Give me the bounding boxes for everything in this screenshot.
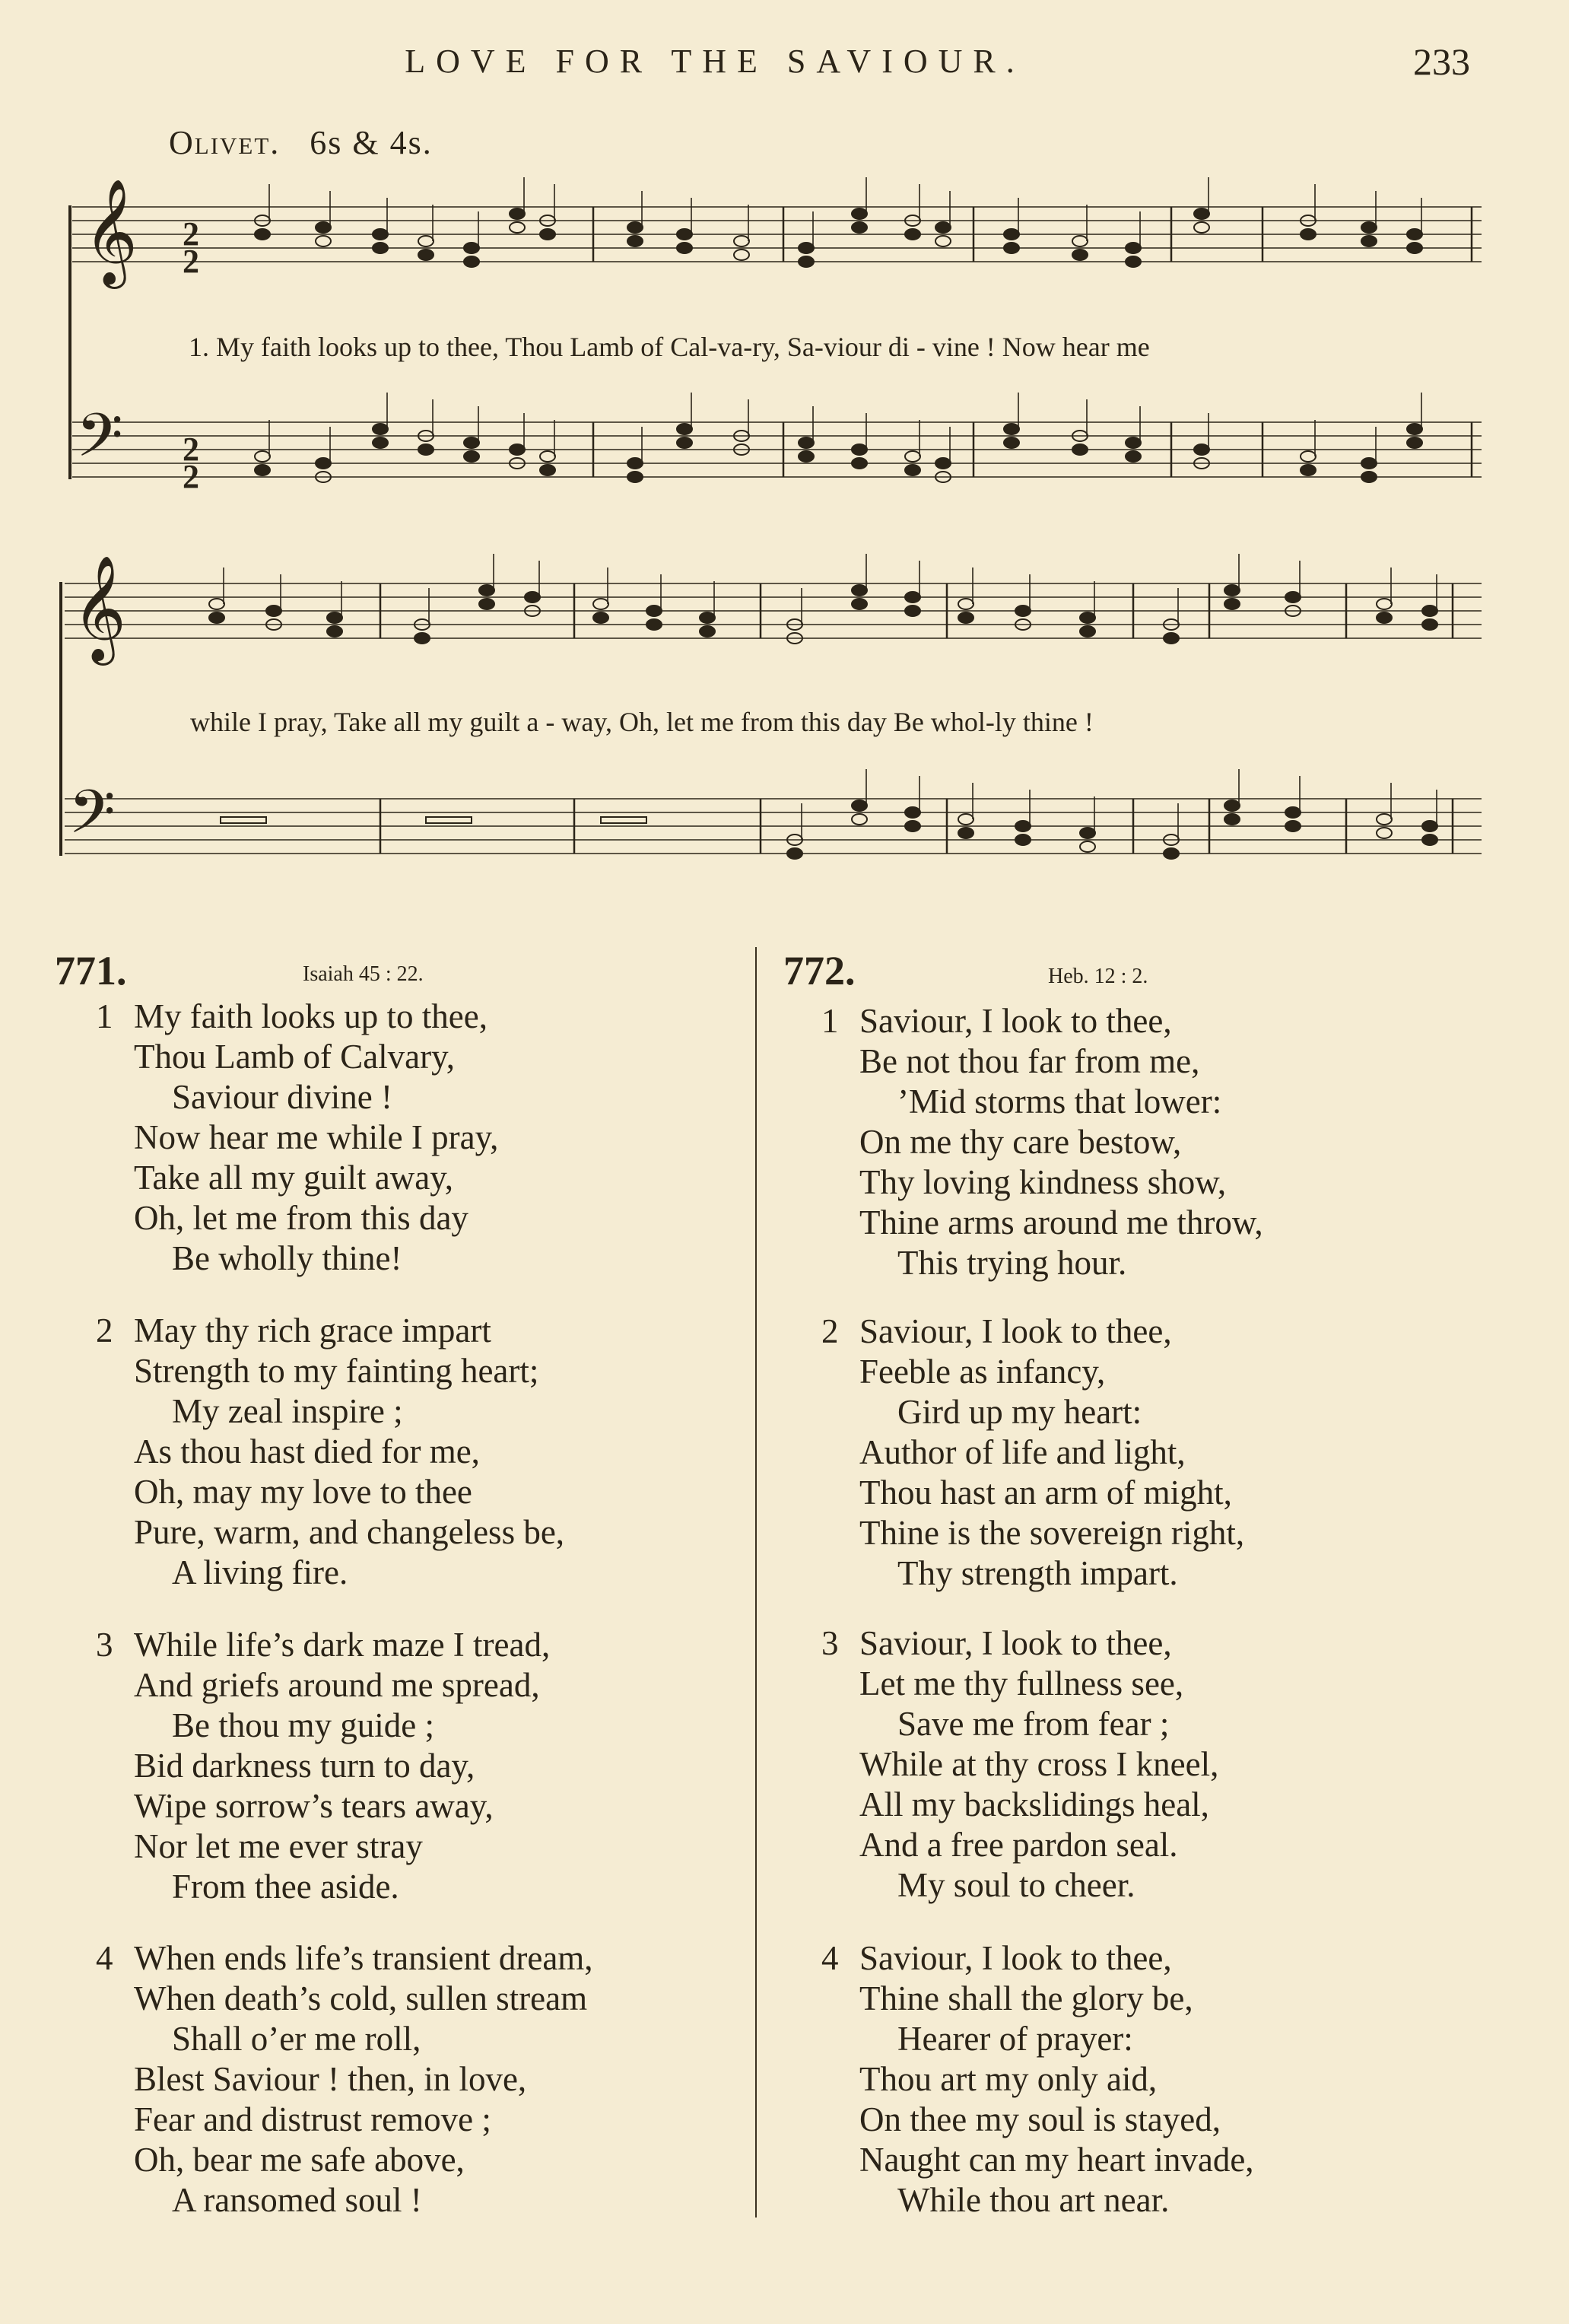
verse-line: ’Mid storms that lower:	[897, 1083, 1222, 1121]
treble-clef-icon: 𝄞	[84, 179, 138, 285]
note-head	[255, 229, 270, 240]
note-head	[1377, 599, 1392, 609]
note-head	[316, 236, 331, 246]
verse-line: This trying hour.	[897, 1244, 1127, 1282]
note-head	[373, 243, 388, 253]
tune-name: Olivet.	[169, 124, 281, 161]
time-signature: 2	[183, 215, 199, 253]
verse-number: 2	[821, 1312, 839, 1350]
note-head	[1224, 800, 1240, 811]
note-head	[464, 256, 479, 267]
note-head	[646, 606, 662, 616]
note-head	[316, 458, 331, 469]
note-head	[266, 606, 281, 616]
note-head	[1004, 437, 1019, 448]
note-head	[525, 592, 540, 602]
time-signature: 2	[183, 431, 199, 468]
note-head	[677, 243, 692, 253]
verse-line: Naught can my heart invade,	[859, 2141, 1254, 2179]
note-head	[1015, 835, 1031, 845]
note-head	[958, 828, 973, 838]
verse-line: On me thy care bestow,	[859, 1123, 1182, 1161]
verse-line: Be not thou far from me,	[859, 1042, 1200, 1080]
note-head	[255, 465, 270, 475]
note-head	[1361, 236, 1377, 246]
note-head	[958, 599, 973, 609]
note-head	[700, 626, 715, 637]
note-head	[1422, 821, 1437, 831]
note-head	[1126, 437, 1141, 448]
note-head	[677, 229, 692, 240]
note-head	[373, 437, 388, 448]
note-head	[1301, 229, 1316, 240]
verse-line: And a free pardon seal.	[859, 1826, 1178, 1864]
note-head	[905, 451, 920, 462]
note-head	[1224, 814, 1240, 825]
note-head	[905, 821, 920, 831]
note-head	[905, 592, 920, 602]
note-head	[677, 437, 692, 448]
note-head	[1422, 606, 1437, 616]
hymn-772-stanza-3	[821, 1623, 1219, 1906]
note-head	[255, 451, 270, 462]
note-head	[627, 236, 643, 246]
hymn-771-stanza-4	[96, 1938, 593, 2221]
note-head	[799, 437, 814, 448]
note-head	[464, 243, 479, 253]
verse-line: Thou art my only aid,	[859, 2060, 1158, 2098]
note-head	[734, 250, 749, 260]
note-head	[1080, 612, 1095, 623]
note-head	[1301, 465, 1316, 475]
verse-line: My faith looks up to thee,	[134, 997, 488, 1035]
verse-line: From thee aside.	[172, 1868, 399, 1906]
verse-line: My zeal inspire ;	[172, 1392, 403, 1430]
note-head	[414, 633, 430, 644]
verse-line: Thy strength impart.	[897, 1554, 1178, 1592]
verse-line: Thine is the sovereign right,	[859, 1514, 1245, 1552]
verse-line: Thine shall the glory be,	[859, 1979, 1193, 2017]
verse-number: 4	[96, 1939, 113, 1977]
hymn-772-stanza-2	[821, 1311, 1245, 1594]
note-head	[935, 222, 951, 233]
verse-line: Oh, may my love to thee	[134, 1473, 472, 1511]
verse-line: My soul to cheer.	[897, 1866, 1135, 1904]
note-head	[627, 458, 643, 469]
music-score	[0, 0, 1569, 913]
note-head	[1126, 256, 1141, 267]
note-head	[1224, 599, 1240, 609]
verse-number: 4	[821, 1939, 839, 1977]
note-head	[1361, 458, 1377, 469]
note-head	[479, 599, 494, 609]
verse-line: Pure, warm, and changeless be,	[134, 1513, 565, 1551]
hymn-771-reference: Isaiah 45 : 22.	[303, 962, 424, 986]
treble-clef-icon: 𝄞	[72, 555, 126, 661]
note-head	[787, 848, 802, 859]
verse-line: Strength to my fainting heart;	[134, 1352, 539, 1390]
note-head	[734, 236, 749, 246]
note-head	[1407, 229, 1422, 240]
note-head	[1301, 451, 1316, 462]
verse-number: 1	[821, 1002, 839, 1040]
note-head	[852, 800, 867, 811]
note-head	[852, 585, 867, 596]
note-head	[1126, 451, 1141, 462]
verse-line: All my backslidings heal,	[859, 1785, 1209, 1823]
tune-meter: 6s & 4s.	[310, 124, 433, 161]
note-head	[1377, 814, 1392, 825]
note-head	[1361, 472, 1377, 482]
verse-line: When death’s cold, sullen stream	[134, 1979, 588, 2017]
note-head	[418, 236, 434, 246]
note-head	[627, 222, 643, 233]
note-head	[1126, 243, 1141, 253]
note-head	[1361, 222, 1377, 233]
note-head	[1285, 821, 1301, 831]
note-head	[935, 236, 951, 246]
note-head	[593, 599, 608, 609]
page-number: 233	[1413, 40, 1470, 83]
verse-line: Saviour divine !	[172, 1078, 392, 1116]
verse-line: Hearer of prayer:	[897, 2020, 1133, 2058]
note-head	[958, 612, 973, 623]
system1-lyrics: 1. My faith looks up to thee, Thou Lamb of Cal-va-ry, Sa-viour di - vine ! Now hear me	[189, 332, 1150, 362]
verse-number: 2	[96, 1311, 113, 1350]
time-signature: 2	[183, 458, 199, 495]
verse-line: Saviour, I look to thee,	[859, 1312, 1172, 1350]
time-signature: 2	[183, 243, 199, 280]
note-head	[852, 814, 867, 825]
note-head	[958, 814, 973, 825]
note-head	[1004, 229, 1019, 240]
note-head	[905, 807, 920, 818]
note-head	[510, 208, 525, 219]
note-head	[1422, 835, 1437, 845]
note-head	[209, 612, 224, 623]
note-head	[540, 465, 555, 475]
verse-line: Bid darkness turn to day,	[134, 1747, 475, 1785]
note-head	[1164, 633, 1179, 644]
note-head	[1004, 424, 1019, 434]
note-head	[464, 451, 479, 462]
hymn-771-stanza-2	[96, 1311, 565, 1593]
note-head	[1407, 424, 1422, 434]
note-head	[646, 619, 662, 630]
note-head	[209, 599, 224, 609]
verse-line: Fear and distrust remove ;	[134, 2100, 491, 2138]
note-head	[418, 250, 434, 260]
note-head	[464, 437, 479, 448]
verse-line: While thou art near.	[897, 2181, 1170, 2219]
note-head	[540, 451, 555, 462]
note-head	[418, 444, 434, 455]
note-head	[905, 465, 920, 475]
note-head	[327, 612, 342, 623]
verse-line: Saviour, I look to thee,	[859, 1624, 1172, 1662]
whole-note	[601, 817, 646, 823]
note-head	[852, 444, 867, 455]
column-divider	[755, 947, 757, 2217]
verse-line: While life’s dark maze I tread,	[134, 1626, 551, 1664]
verse-line: While at thy cross I kneel,	[859, 1745, 1219, 1783]
note-head	[852, 458, 867, 469]
whole-note	[221, 817, 266, 823]
whole-note	[426, 817, 472, 823]
verse-line: Feeble as infancy,	[859, 1353, 1106, 1391]
note-head	[1080, 841, 1095, 852]
verse-line: As thou hast died for me,	[134, 1432, 480, 1470]
verse-line: Thine arms around me throw,	[859, 1203, 1263, 1241]
verse-line: Let me thy fullness see,	[859, 1664, 1184, 1702]
note-head	[540, 229, 555, 240]
hymn-772-stanza-4	[821, 1938, 1254, 2221]
note-head	[1164, 848, 1179, 859]
note-head	[799, 451, 814, 462]
note-head	[373, 229, 388, 240]
note-head	[1004, 243, 1019, 253]
note-head	[852, 599, 867, 609]
note-head	[1224, 585, 1240, 596]
bass-clef-icon: 𝄢	[76, 400, 123, 485]
verse-line: Nor let me ever stray	[134, 1827, 423, 1865]
hymn-772-stanza-1	[821, 1001, 1263, 1283]
note-head	[799, 243, 814, 253]
verse-number: 1	[96, 997, 113, 1035]
verse-line: When ends life’s transient dream,	[134, 1939, 593, 1977]
hymn-772-reference: Heb. 12 : 2.	[1048, 965, 1148, 988]
bass-clef-icon: 𝄢	[68, 777, 116, 862]
note-head	[905, 229, 920, 240]
verse-line: Thy loving kindness show,	[859, 1163, 1227, 1201]
verse-line: On thee my soul is stayed,	[859, 2100, 1221, 2138]
note-head	[593, 612, 608, 623]
note-head	[373, 424, 388, 434]
verse-number: 3	[821, 1624, 839, 1662]
verse-line: Author of life and light,	[859, 1433, 1186, 1471]
note-head	[479, 585, 494, 596]
verse-line: Take all my guilt away,	[134, 1159, 454, 1197]
note-head	[905, 606, 920, 616]
verse-number: 3	[96, 1626, 113, 1664]
verse-line: Oh, bear me safe above,	[134, 2141, 465, 2179]
note-head	[935, 458, 951, 469]
verse-line: Thou hast an arm of might,	[859, 1474, 1232, 1512]
note-head	[1407, 437, 1422, 448]
verse-line: Saviour, I look to thee,	[859, 1002, 1172, 1040]
hymn-771-stanza-1	[96, 997, 499, 1279]
note-head	[1194, 222, 1209, 233]
hymn-771-stanza-3	[96, 1625, 551, 1907]
note-head	[1194, 444, 1209, 455]
verse-line: Save me from fear ;	[897, 1705, 1170, 1743]
note-head	[1015, 606, 1031, 616]
note-head	[852, 208, 867, 219]
verse-line: Be thou my guide ;	[172, 1706, 434, 1744]
verse-line: Blest Saviour ! then, in love,	[134, 2060, 527, 2098]
verse-line: Gird up my heart:	[897, 1393, 1142, 1431]
verse-line: Be wholly thine!	[172, 1239, 402, 1277]
note-head	[510, 222, 525, 233]
note-head	[700, 612, 715, 623]
note-head	[316, 222, 331, 233]
verse-line: And griefs around me spread,	[134, 1666, 540, 1704]
verse-line: Wipe sorrow’s tears away,	[134, 1787, 494, 1825]
note-head	[1072, 250, 1088, 260]
note-head	[327, 626, 342, 637]
note-head	[1285, 807, 1301, 818]
note-head	[799, 256, 814, 267]
verse-line: Now hear me while I pray,	[134, 1118, 499, 1156]
note-head	[1407, 243, 1422, 253]
note-head	[1015, 821, 1031, 831]
note-head	[677, 424, 692, 434]
note-head	[1080, 626, 1095, 637]
verse-line: May thy rich grace impart	[134, 1311, 491, 1350]
note-head	[510, 444, 525, 455]
verse-line: A living fire.	[172, 1553, 348, 1591]
note-head	[1285, 592, 1301, 602]
hymn-771-number: 771.	[55, 948, 127, 994]
verse-line: Oh, let me from this day	[134, 1199, 468, 1237]
note-head	[852, 222, 867, 233]
hymn-772-number: 772.	[783, 948, 856, 994]
verse-line: Saviour, I look to thee,	[859, 1939, 1172, 1977]
system2-lyrics: while I pray, Take all my guilt a - way, Oh, let me from this day Be whol-ly thine !	[190, 707, 1094, 737]
verse-line: Thou Lamb of Calvary,	[134, 1038, 455, 1076]
note-head	[1194, 208, 1209, 219]
note-head	[1377, 612, 1392, 623]
note-head	[1377, 828, 1392, 838]
verse-line: Shall o’er me roll,	[172, 2020, 421, 2058]
note-head	[1080, 828, 1095, 838]
verse-line: A ransomed soul !	[172, 2181, 422, 2219]
note-head	[1072, 236, 1088, 246]
note-head	[1072, 444, 1088, 455]
note-head	[627, 472, 643, 482]
running-header: LOVE FOR THE SAVIOUR.	[405, 43, 1025, 80]
note-head	[1422, 619, 1437, 630]
